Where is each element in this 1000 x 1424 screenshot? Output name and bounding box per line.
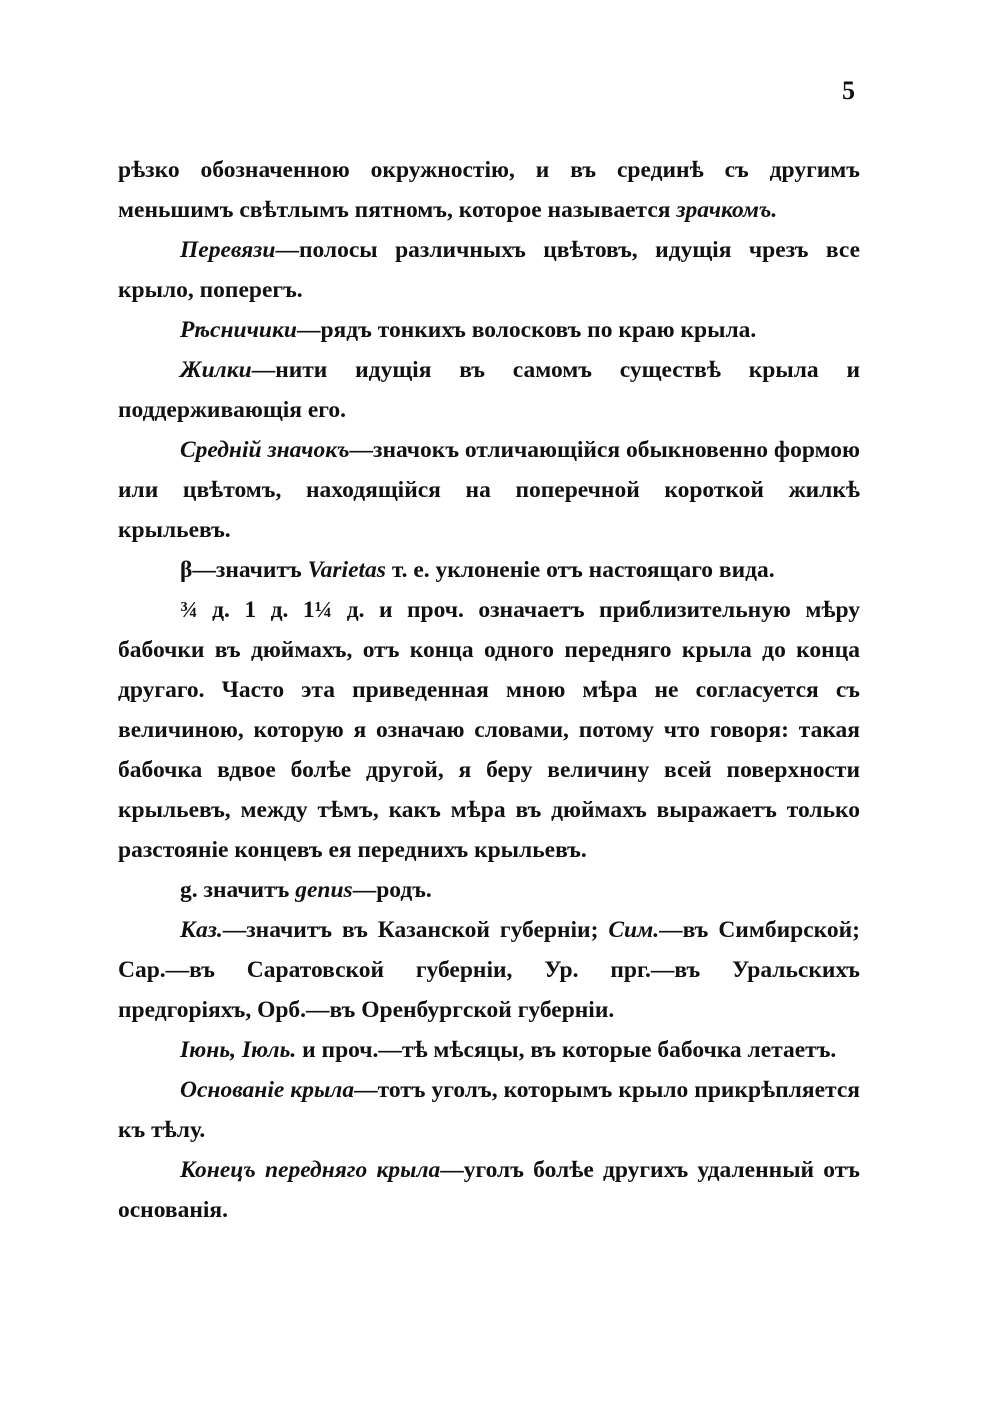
paragraph-5 bbox=[118, 430, 860, 550]
paragraph-text: —значокъ отличающійся обыкновенно формою или цвѣтомъ, находящійся на поперечной короткой жилкѣ крыльевъ. bbox=[118, 437, 860, 543]
paragraph-text: g. значитъ bbox=[180, 877, 296, 903]
paragraph-6 bbox=[118, 550, 860, 590]
term: Конецъ передняго крыла bbox=[180, 1157, 441, 1183]
paragraph-text: —тотъ уголъ, которымъ крыло прикрѣпляется къ тѣлу. bbox=[118, 1077, 860, 1143]
paragraph-1 bbox=[118, 150, 860, 230]
paragraph-text: ¾ д. 1 д. 1¼ д. и проч. означаетъ приблизительную мѣру бабочки въ дюймахъ, отъ конца одного передняго крыла до конца другаго. Часто эта приведенная мною мѣра не согласуется съ величиною, которую я означаю словами, потому что говоря: такая бабочка вдвое болѣе другой, я беру величину всей поверхности крыльевъ, между тѣмъ, какъ мѣра въ дюймахъ выражаетъ только разстояніе концевъ ея переднихъ крыльевъ. bbox=[118, 597, 860, 863]
term: genus bbox=[295, 877, 353, 903]
paragraph-text-cont: —родъ. bbox=[352, 877, 432, 903]
paragraph-7 bbox=[118, 590, 860, 870]
paragraph-text: и проч.—тѣ мѣсяцы, въ которые бабочка летаетъ. bbox=[296, 1037, 837, 1063]
term: Сим. bbox=[608, 917, 660, 943]
paragraph-text-cont: —въ Симбирской; Сар.—въ Саратовской губерніи, Ур. прг.—въ Уральскихъ предгоріяхъ, Орб.—въ Оренбургской губерніи. bbox=[118, 917, 860, 1023]
term: Жилки bbox=[180, 357, 252, 383]
paragraph-3 bbox=[118, 310, 860, 350]
term: Каз. bbox=[180, 917, 223, 943]
paragraph-text: —нити идущія въ самомъ существѣ крыла и поддерживающія его. bbox=[118, 357, 860, 423]
paragraph-10 bbox=[118, 1030, 860, 1070]
paragraph-text: —уголъ болѣе другихъ удаленный отъ основанія. bbox=[118, 1157, 860, 1223]
paragraph-4 bbox=[118, 350, 860, 430]
page-number: 5 bbox=[842, 76, 855, 105]
paragraph-text-cont: т. е. уклоненіе отъ настоящаго вида. bbox=[385, 557, 775, 583]
paragraph-9 bbox=[118, 910, 860, 1030]
paragraph-2 bbox=[118, 230, 860, 310]
term: Рѣсничики bbox=[180, 317, 297, 343]
paragraph-text: β—значитъ bbox=[180, 557, 308, 583]
term: Varietas bbox=[307, 557, 386, 583]
paragraph-11 bbox=[118, 1070, 860, 1150]
paragraph-12 bbox=[118, 1150, 860, 1230]
paragraph-text: —рядъ тонкихъ волосковъ по краю крыла. bbox=[296, 317, 757, 343]
term: Основаніе крыла bbox=[180, 1077, 355, 1103]
term: зрачкомъ. bbox=[676, 197, 778, 223]
page-body bbox=[118, 150, 860, 1230]
term: Перевязи bbox=[180, 237, 276, 263]
paragraph-8 bbox=[118, 870, 860, 910]
paragraph-text: —полосы различныхъ цвѣтовъ, идущія чрезъ все крыло, поперегъ. bbox=[118, 237, 860, 303]
paragraph-text: —значитъ въ Казанской губерніи; bbox=[222, 917, 609, 943]
paragraph-text: рѣзко обозначенною окружностію, и въ срединѣ съ другимъ меньшимъ свѣтлымъ пятномъ, которое называется bbox=[118, 157, 860, 223]
term: Іюнь, Іюль. bbox=[180, 1037, 297, 1063]
term: Средній значокъ bbox=[180, 437, 350, 463]
